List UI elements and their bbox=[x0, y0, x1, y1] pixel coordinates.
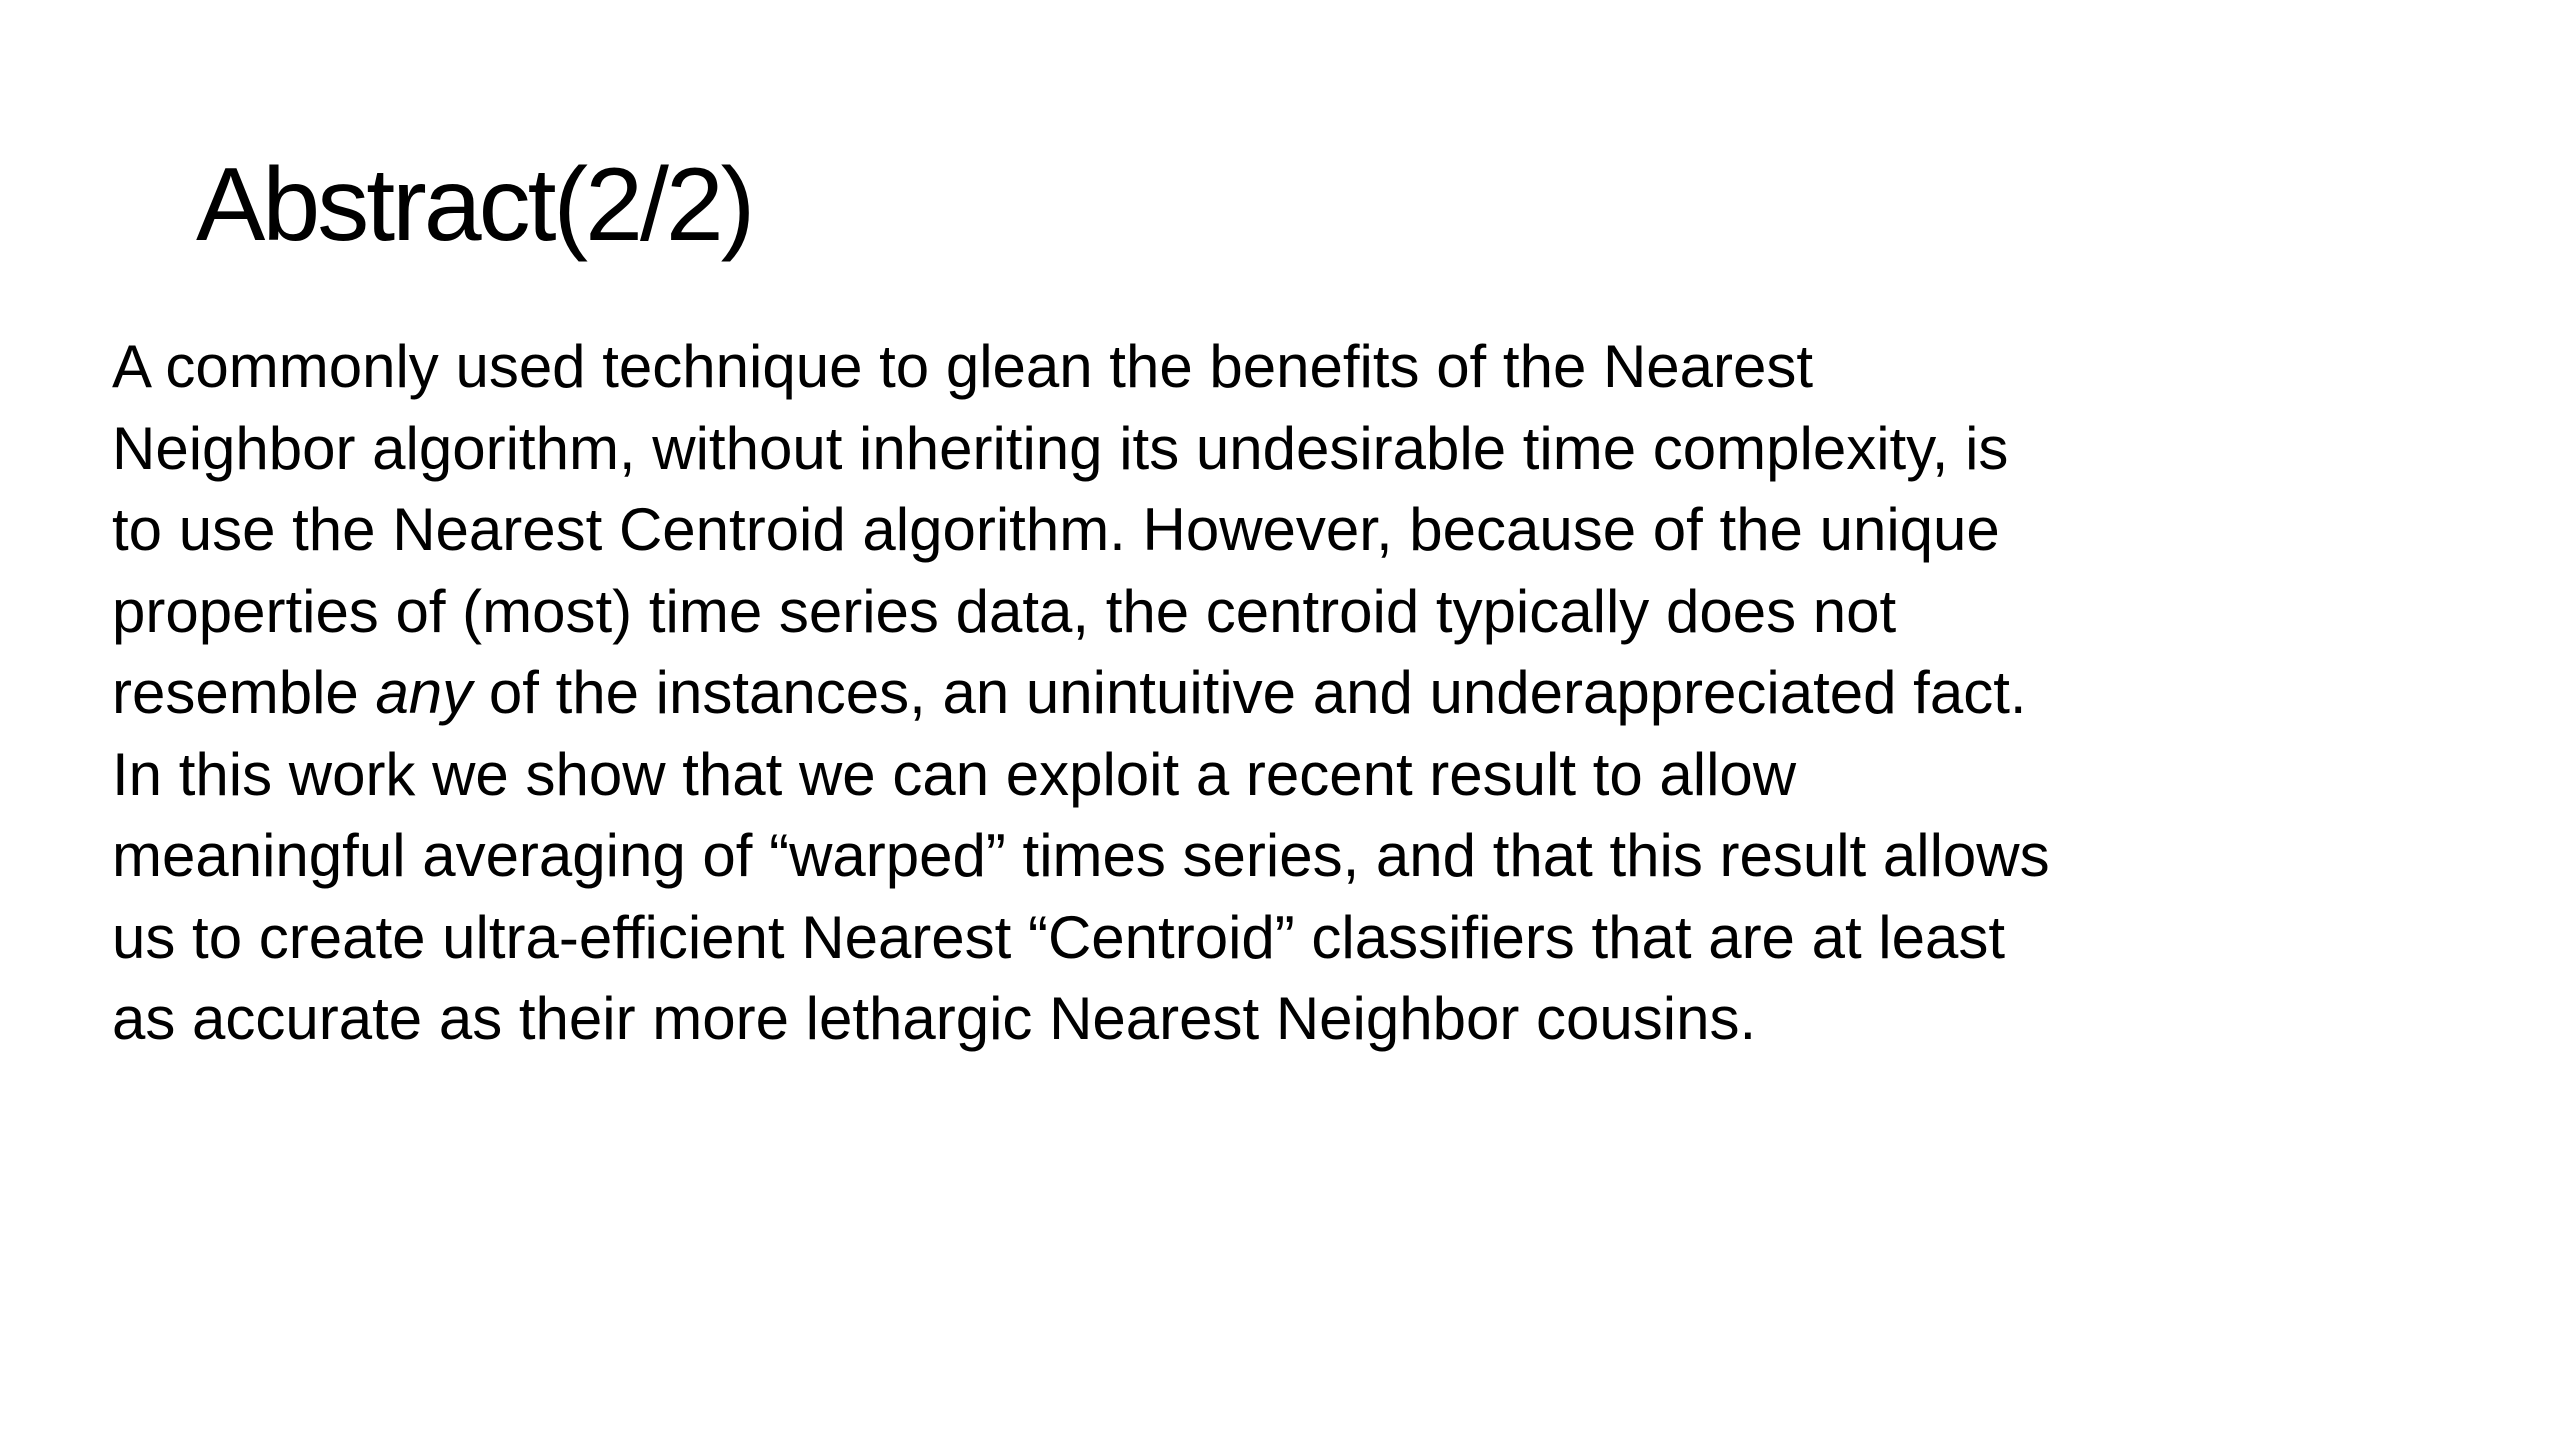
abstract-line-8: us to create ultra-efficient Nearest “Centroid” classifiers that are at least bbox=[112, 903, 2006, 971]
emphasized-word: any bbox=[375, 659, 473, 726]
abstract-line-4: properties of (most) time series data, the centroid typically does not bbox=[112, 577, 1897, 645]
abstract-line-1: A commonly used technique to glean the benefits of the Nearest bbox=[112, 333, 1814, 400]
slide-title: Abstract(2/2) bbox=[196, 147, 753, 263]
abstract-paragraph bbox=[112, 326, 2472, 1060]
abstract-line-2: Neighbor algorithm, without inheriting its undesirable time complexity, is bbox=[112, 414, 2009, 482]
abstract-line-5-end: of the instances, an unintuitive and underappreciated fact. bbox=[472, 659, 2027, 726]
abstract-line-6: In this work we show that we can exploit a recent result to allow bbox=[112, 740, 1797, 808]
abstract-line-5 bbox=[112, 652, 2472, 734]
abstract-line-7: meaningful averaging of “warped” times series, and that this result allows bbox=[112, 822, 2050, 889]
abstract-line-3: to use the Nearest Centroid algorithm. However, because of the unique bbox=[112, 496, 2000, 563]
abstract-line-9: as accurate as their more lethargic Nearest Neighbor cousins. bbox=[112, 985, 1757, 1052]
abstract-line-5-start: resemble bbox=[112, 659, 376, 726]
